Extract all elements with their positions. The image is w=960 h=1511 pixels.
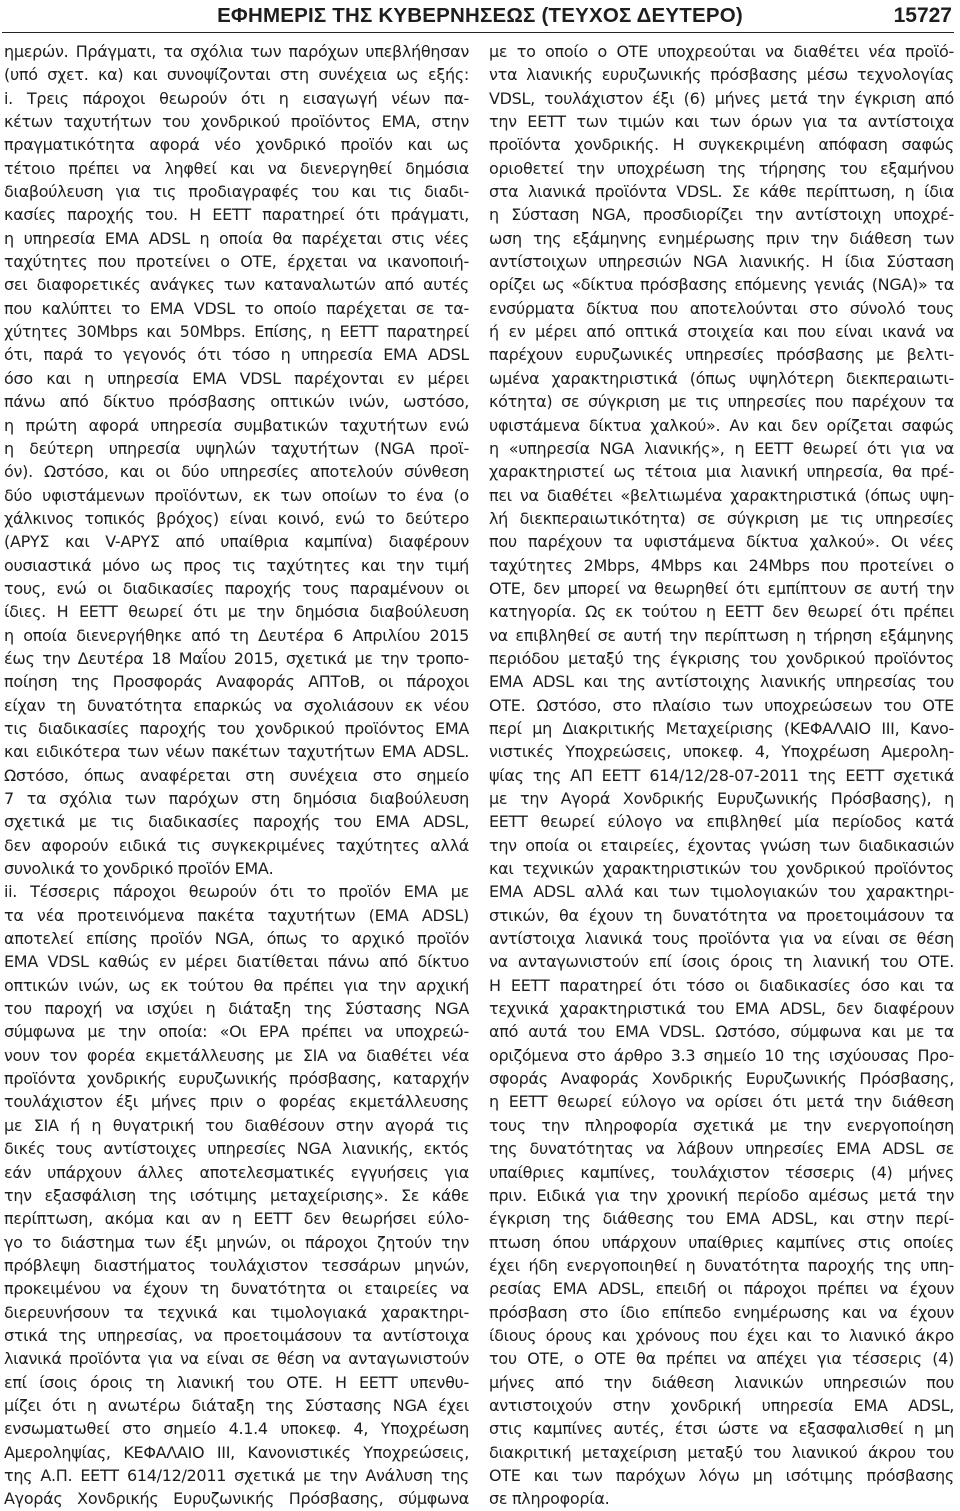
text-line: όσο και η υπηρεσία ΕΜΑ VDSL παρέχονται εν μέρει xyxy=(4,368,469,388)
text-line: υφιστάμενα δίκτυα χαλκού». Αν και δεν ορίζεται σαφώς xyxy=(489,415,954,435)
text-line: εάν υπάρχουν άλλες αποτελεσματικές εγγυήσεις για xyxy=(4,1162,469,1182)
text-line: και τεχνικών χαρακτηριστικών του χονδρικού προϊόντος xyxy=(489,859,954,879)
text-line: (υπό σχετ. κα) και συνοψίζονται στη συνέχεια ως εξής: xyxy=(4,65,469,85)
text-line: λή διεκπεραιωτικότητα) σε σύγκριση με τις υπηρεσίες xyxy=(489,508,954,528)
text-line: πάνω από δίκτυο πρόσβασης οπτικών ινών, ωστόσο, xyxy=(4,392,469,412)
text-line: με ΣΙΑ ή η θυγατρική του διαθέσουν στην αγορά τις xyxy=(4,1115,469,1135)
text-line: αποτελεί επίσης προϊόν NGA, όπως το αρχικό προϊόν xyxy=(4,929,469,949)
text-line: προκειμένου να έχουν τη δυνατότητα οι εταιρείες να xyxy=(4,1279,469,1299)
text-line: χύτητες 30Mbps και 50Mbps. Επίσης, η ΕΕΤΤ παρατηρεί xyxy=(4,322,469,342)
text-line: η πρώτη αφορά υπηρεσία συμβατικών ταχυτήτων ενώ xyxy=(4,415,469,435)
text-line: σει διαφορετικές ανάγκες των καταναλωτών από αυτές xyxy=(4,275,469,295)
text-line: κέτων ταχυτήτων του χονδρικού προϊόντος ΕΜΑ, στην xyxy=(4,112,469,132)
text-line: 7 τα σχόλια των παρόχων στη δημόσια διαβούλευση xyxy=(4,789,469,808)
text-line: ενσωματωθεί στο σημείο 4.1.4 υποκεφ. 4, Υποχρέωση xyxy=(4,1419,469,1439)
text-line: πρόσβαση στο ίδιο επίπεδο ενημέρωσης και να έχουν xyxy=(489,1302,954,1322)
text-line: VDSL, τουλάχιστον έξι (6) μήνες μετά την έγκριση από xyxy=(489,88,954,108)
text-line: τα νέα προτεινόμενα πακέτα ταχυτήτων (ΕΜΑ ADSL) xyxy=(4,905,469,925)
text-line: που καλύπτει το ΕΜΑ VDSL το οποίο παρέχεται σε τα- xyxy=(4,298,469,318)
text-line: Ωστόσο, όπως αναφέρεται στη συνέχεια στο σημείο xyxy=(4,765,469,785)
text-line: ταχύτητες που προτείνει ο ΟΤΕ, έρχεται να ικανοποιή- xyxy=(4,252,469,272)
text-line: σύμφωνα με την οποία: «Οι ΕΡΑ πρέπει να υποχρεώ- xyxy=(4,1022,469,1042)
text-line: κασίες παροχής του. Η ΕΕΤΤ παρατηρεί ότι πράγματι, xyxy=(4,205,469,225)
text-line: ΟΤΕ και των παρόχων λόγω μη ισότιμης πρόσβασης xyxy=(489,1465,954,1485)
text-line: ενσύρματα δίκτυα που αποτελούνται στο σύνολό τους xyxy=(489,298,954,318)
text-line: να ανταγωνιστούν επί ίσοις όροις τη λιανική του ΟΤΕ. xyxy=(489,952,954,972)
text-line: (ΑΡΥΣ και V-ΑΡΥΣ από υπαίθρια καμπίνα) διαφέρουν xyxy=(4,532,469,552)
text-line: Αμεροληψίας, ΚΕΦΑΛΑΙΟ ΙΙΙ, Κανονιστικές Υποχρεώσεις, xyxy=(4,1442,469,1462)
text-line: την οποία οι εταιρείες, έχοντας γνώση των διαδικασιών xyxy=(489,835,954,855)
text-line: Αγοράς Χονδρικής Ευρυζωνικής Πρόσβασης, σύμφωνα xyxy=(4,1489,469,1509)
text-line: οριοθετεί την υποχρέωση της τήρησης του εξαμήνου xyxy=(489,158,954,178)
text-line: πριν. Ειδικά για την χρονική περίοδο αμέσως μετά την xyxy=(489,1185,954,1205)
text-line: δύο υφιστάμενων προϊόντων, εκ των οποίων το ένα (ο xyxy=(4,485,469,505)
page-header xyxy=(0,4,960,28)
text-line: νουν τον φορέα εκμετάλλευσης με ΣΙΑ να διαθέτει νέα xyxy=(4,1045,469,1065)
text-line: ή εν μέρει από οπτικά στοιχεία και που είναι ικανά να xyxy=(489,322,954,342)
text-line: συνολικά το χονδρικό προϊόν ΕΜΑ. xyxy=(4,859,274,879)
text-line: στικά της υπηρεσίας, να προετοιμάσουν τα αντίστοιχα xyxy=(4,1325,469,1345)
text-line: με την Αγορά Χονδρικής Ευρυζωνικής Πρόσβασης), η xyxy=(489,789,954,808)
text-line: μίζει ότι η ανωτέρω διάταξη της Σύστασης NGA έχει xyxy=(4,1395,469,1415)
text-line: ταχύτητες 2Mbps, 4Mbps και 24Mbps που προτείνει ο xyxy=(489,555,954,575)
text-line: τους την πληροφορία σχετικά με την ενεργοποίηση xyxy=(489,1115,954,1135)
text-line: η ΕΕΤΤ θεωρεί εύλογο να ορίσει ότι μετά την διάθεση xyxy=(489,1092,954,1112)
text-line: τις διαδικασίες παροχής του χονδρικού προϊόντος ΕΜΑ xyxy=(4,718,469,738)
text-line: έως την Δευτέρα 18 Μαΐου 2015, σχετικά με την τροπο- xyxy=(4,648,469,668)
text-line: ΕΕΤΤ θεωρεί εύλογο να επιβληθεί μία περίοδος κατά xyxy=(489,812,954,832)
text-line: ψίας της ΑΠ ΕΕΤΤ 614/12/28-07-2011 της ΕΕΤΤ σχετικά xyxy=(489,765,954,785)
text-line: κότητα) σε σύγκριση με τις υπηρεσίες που παρέχουν τα xyxy=(489,392,954,412)
header-rule xyxy=(2,32,954,33)
text-line: ΕΜΑ VDSL καθώς εν μέρει διατίθεται πάνω από δίκτυο xyxy=(4,952,469,972)
text-line: διακριτική μεταχείριση μεταξύ του λιανικού άκρου του xyxy=(489,1442,954,1462)
text-line: i. Τρεις πάροχοι θεωρούν ότι η εισαγωγή νέων πα- xyxy=(4,88,469,108)
text-line: παρέχουν ευρυζωνικές υπηρεσίες πρόσβασης με βελτι- xyxy=(489,345,954,365)
text-line: ΟΤΕ, δεν μπορεί να θεωρηθεί ότι εμπίπτουν σε αυτή την xyxy=(489,578,954,598)
text-line: η υπηρεσία ΕΜΑ ADSL η οποία θα παρέχεται στις νέες xyxy=(4,228,469,248)
text-line: ορίζει ως «δίκτυα πρόσβασης επόμενης γενιάς (NGA)» τα xyxy=(489,275,954,295)
text-line: την εξασφάλιση της ισότιμης μεταχείρισης». Σε κάθε xyxy=(4,1185,469,1205)
text-line: σχετικά με τις διαδικασίες παροχής του ΕΜΑ ADSL, xyxy=(4,812,469,832)
text-line: λιανικά προϊόντα για να είναι σε θέση να ανταγωνιστούν xyxy=(4,1349,469,1369)
text-line: της Α.Π. ΕΕΤΤ 614/12/2011 σχετικά με την Ανάλυση της xyxy=(4,1465,469,1485)
text-line: οριζόμενα στο άρθρο 3.3 σημείο 10 της ισχύουσας Προ- xyxy=(489,1045,954,1065)
text-line: ΟΤΕ. Ωστόσο, στο πλαίσιο των υποχρεώσεων του ΟΤΕ xyxy=(489,695,954,715)
text-line: ντα λιανικής ευρυζωνικής πρόσβασης μέσω τεχνολογίας xyxy=(489,65,954,85)
text-line: κατηγορία. Ως εκ τούτου η ΕΕΤΤ δεν θεωρεί ότι πρέπει xyxy=(489,602,954,622)
text-line: στις καμπίνες αυτές, έτσι ώστε να εξασφαλισθεί η μη xyxy=(489,1419,954,1439)
text-line: ημερών. Πράγματι, τα σχόλια των παρόχων υπεβλήθησαν xyxy=(4,42,469,61)
text-line: σφοράς Αναφοράς Χονδρικής Ευρυζωνικής Πρόσβασης, xyxy=(489,1069,954,1089)
text-line: νιστικές Υποχρεώσεις, υποκεφ. 4, Υποχρέωση Αμερολη- xyxy=(489,742,954,762)
text-line: η δεύτερη υπηρεσία υψηλών ταχυτήτων (NGA προϊ- xyxy=(4,438,469,458)
text-line: αντιστοιχούν στην χονδρική υπηρεσία ΕΜΑ ADSL, xyxy=(489,1395,954,1415)
text-line: χάλκινος τοπικός βρόχος) είναι κοινό, ενώ το δεύτερο xyxy=(4,508,469,528)
text-line: ότι, παρά το γεγονός ότι τόσο η υπηρεσία ΕΜΑ ADSL xyxy=(4,345,469,365)
text-line: ΕΜΑ ADSL και της αντίστοιχης λιανικής υπηρεσίας του xyxy=(489,672,954,692)
text-line: γο το διάστημα των έξι μηνών, οι πάροχοι ζητούν την xyxy=(4,1232,469,1252)
text-line: του ΟΤΕ, ο ΟΤΕ θα πρέπει να απέχει για τέσσερις (4) xyxy=(489,1349,954,1369)
text-line: του παροχή να ισχύει η διάταξη της Σύστασης NGA xyxy=(4,999,469,1019)
text-line: έχει ήδη ενεργοποιηθεί η δυνατότητα παροχής της υπη- xyxy=(489,1255,954,1275)
text-line: προϊόντα χονδρικής. Η συγκεκριμένη απόφαση σαφώς xyxy=(489,135,954,155)
text-line: δικές τους αντίστοιχες υπηρεσίες NGA λιανικής, εκτός xyxy=(4,1139,469,1159)
text-line: είχαν τη δυνατότητα επαρκώς να σχολιάσουν εκ νέου xyxy=(4,695,469,715)
text-line: με το οποίο ο ΟΤΕ υποχρεούται να διαθέτει νέα προϊό- xyxy=(489,42,954,61)
text-line: ουσιαστικά μόνο ως προς τις ταχύτητες και την τιμή xyxy=(4,555,469,575)
text-line: μήνες από την διάθεση λιανικών υπηρεσιών που xyxy=(489,1372,954,1392)
text-line: η «υπηρεσία NGA λιανικής», η ΕΕΤΤ θεωρεί ότι για να xyxy=(489,438,954,458)
text-line: την ΕΕΤΤ των τιμών και των όρων για τα αντίστοιχα xyxy=(489,112,954,132)
text-line: τουλάχιστον έξι μήνες πριν ο φορέας εκμετάλλευσης xyxy=(4,1092,469,1112)
text-line: πτωση όπου υπάρχουν υπαίθριες καμπίνες στις οποίες xyxy=(489,1232,954,1252)
text-line: πραγματικότητα αφορά νέο χονδρικό προϊόν και ως xyxy=(4,135,469,155)
text-line: ΕΜΑ ADSL αλλά και των τιμολογιακών του χαρακτηρι- xyxy=(489,882,954,902)
text-line: ωση της εξάμηνης ενημέρωσης πριν την διάθεση των xyxy=(489,228,954,248)
text-line: και ειδικότερα των νέων πακέτων ταχυτήτων ΕΜΑ ADSL. xyxy=(4,742,469,762)
text-line: περί μη Διακριτικής Μεταχείρισης (ΚΕΦΑΛΑΙΟ ΙΙΙ, Κανο- xyxy=(489,718,954,738)
text-line: διερευνήσουν τα τεχνικά και τιμολογιακά χαρακτηρι- xyxy=(4,1302,469,1322)
text-line: υπαίθριες καμπίνες, τουλάχιστον τέσσερις (4) μήνες xyxy=(489,1162,954,1182)
text-line: της δυνατότητας να λάβουν υπηρεσίες ΕΜΑ ADSL σε xyxy=(489,1139,954,1159)
page-number: 15727 xyxy=(893,4,952,27)
text-line: αντίστοιχων υπηρεσιών NGA λιανικής. Η ίδια Σύσταση xyxy=(489,252,954,272)
text-line: ίδιες. Η ΕΕΤΤ θεωρεί ότι με την δημόσια διαβούλευση xyxy=(4,602,469,622)
text-line: η Σύσταση NGA, προσδιορίζει την αντίστοιχη υποχρέ- xyxy=(489,205,954,225)
text-line: ρεσίας ΕΜΑ ADSL, επειδή οι πάροχοι πρέπει να έχουν xyxy=(489,1279,954,1299)
text-line: αντίστοιχα λιανικά τους προϊόντα για να είναι σε θέση xyxy=(489,929,954,949)
text-line: τεχνικά χαρακτηριστικά του ΕΜΑ ADSL, δεν διαφέρουν xyxy=(489,999,954,1019)
text-line: τέτοιο πρέπει να ληφθεί και να διενεργηθεί δημόσια xyxy=(4,158,469,178)
text-line: περίπτωση, ακόμα και αν η ΕΕΤΤ δεν θεωρήσει εύλο- xyxy=(4,1209,469,1229)
text-line: σε πληροφορία. xyxy=(489,1489,610,1509)
text-line: έγκριση της διάθεσης του ΕΜΑ ADSL, και στην περί- xyxy=(489,1209,954,1229)
text-line: Η ΕΕΤΤ παρατηρεί ότι τόσο οι διαδικασίες όσο και τα xyxy=(489,975,954,995)
left-column xyxy=(4,40,469,1511)
text-line: στικών, θα έχουν τη δυνατότητα να προετοιμάσουν τα xyxy=(489,905,954,925)
text-line: ίδιους όρους και χρόνους που έχει και το λιανικό άκρο xyxy=(489,1325,954,1345)
text-line: ποίηση της Προσφοράς Αναφοράς ΑΠΤοΒ, οι πάροχοι xyxy=(4,672,469,692)
text-line: στα λιανικά προϊόντα VDSL. Σε κάθε περίπτωση, η ίδια xyxy=(489,182,954,202)
text-line: πει να διαθέτει «βελτιωμένα χαρακτηριστικά (όπως υψη- xyxy=(489,485,954,505)
text-line: επί ίσοις όροις τη λιανική του ΟΤΕ. Η ΕΕΤΤ υπενθυ- xyxy=(4,1372,469,1392)
text-line: τους, ενώ οι διαδικασίες παροχής τους παραμένουν οι xyxy=(4,578,469,598)
text-line: από αυτά του ΕΜΑ VDSL. Ωστόσο, σύμφωνα και με τα xyxy=(489,1022,954,1042)
text-line: η οποία διενεργήθηκε από τη Δευτέρα 6 Απριλίου 2015 xyxy=(4,625,469,645)
gazette-title: ΕΦΗΜΕΡΙΣ ΤΗΣ ΚΥΒΕΡΝΗΣΕΩΣ (ΤΕΥΧΟΣ ΔΕΥΤΕΡΟ) xyxy=(217,4,743,27)
text-line: περιόδου μεταξύ της έγκρισης του χονδρικού προϊόντος xyxy=(489,648,954,668)
text-line: οπτικών ινών, ως εκ τούτου θα πρέπει για την αρχική xyxy=(4,975,469,995)
text-line: ii. Τέσσερις πάροχοι θεωρούν ότι το προϊόν ΕΜΑ με xyxy=(4,882,469,902)
text-line: ωμένα χαρακτηριστικά (όπως υψηλότερη διεκπεραιωτι- xyxy=(489,368,954,388)
text-line: προϊόντα χονδρικής ευρυζωνικής πρόσβασης, καταρχήν xyxy=(4,1069,469,1089)
text-line: πρόβλεψη διαστήματος τουλάχιστον τεσσάρων μηνών, xyxy=(4,1255,469,1275)
text-line: όν). Ωστόσο, και οι δύο υπηρεσίες αποτελούν σύνθεση xyxy=(4,462,469,482)
text-line: να επιβληθεί σε αυτή την περίπτωση η τήρηση εξάμηνης xyxy=(489,625,954,645)
text-line: δεν αφορούν ειδικά τις συγκεκριμένες ταχύτητες αλλά xyxy=(4,835,469,855)
text-line: που παρέχουν τα υφιστάμενα δίκτυα χαλκού». Οι νέες xyxy=(489,532,954,552)
right-column xyxy=(489,40,954,1511)
text-line: διαβούλευση για τις προδιαγραφές του και τις διαδι- xyxy=(4,182,469,202)
text-line: χαρακτηριστεί ως τέτοια μια λιανική υπηρεσία, θα πρέ- xyxy=(489,462,954,482)
